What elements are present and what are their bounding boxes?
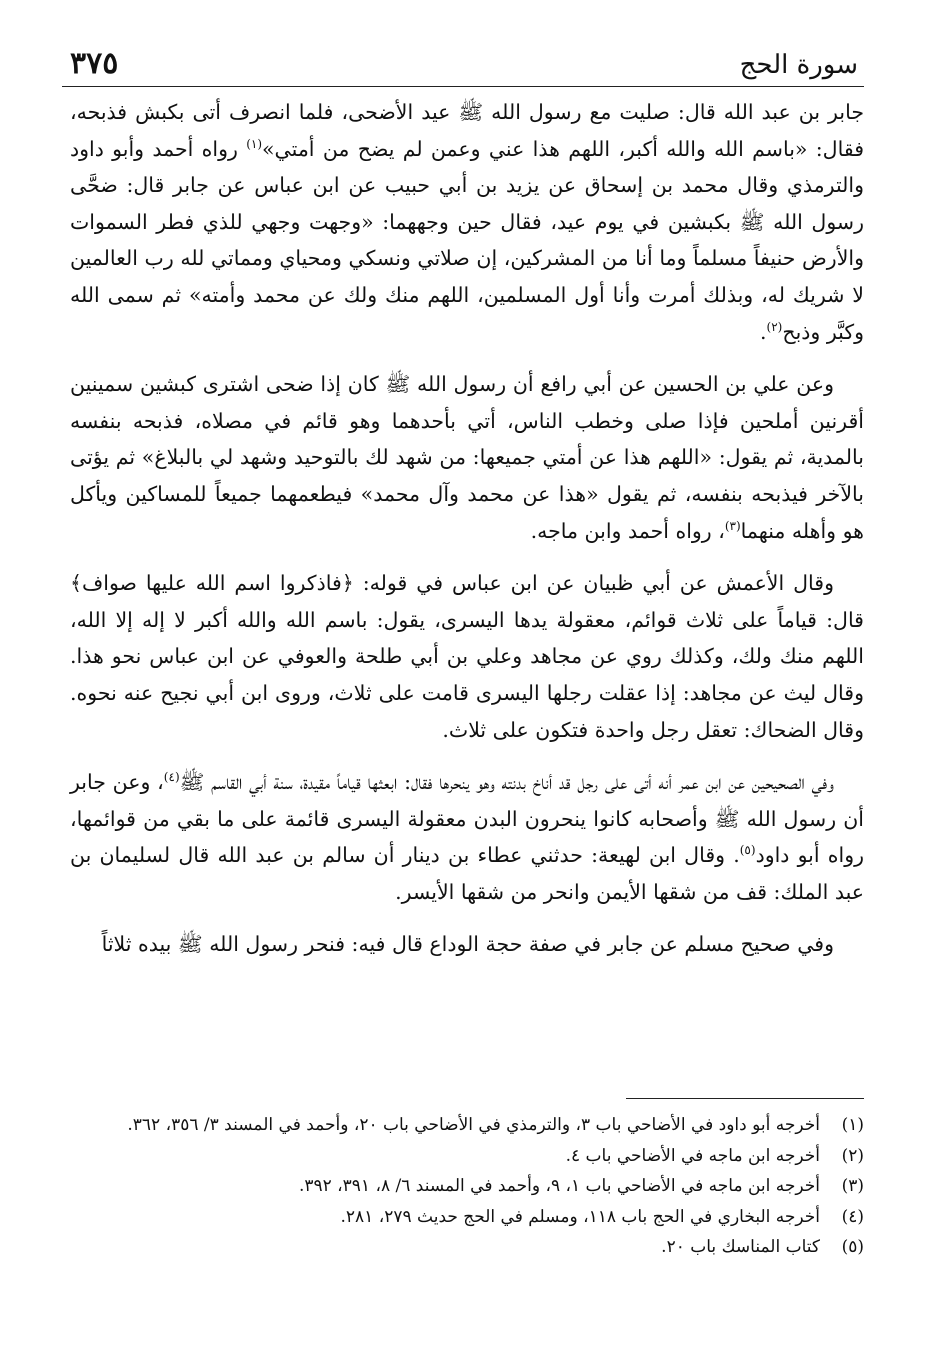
page-number: ٣٧٥: [70, 46, 119, 81]
footnote-ref: (٤): [163, 770, 180, 785]
paragraph-3: [70, 565, 864, 748]
footnote-number: (٣): [841, 1176, 864, 1196]
footnote-divider: [626, 1098, 864, 1099]
paragraph-text: ، وعن جابر أن رسول الله ﷺ وأصحابه كانوا ينحرون البدن معقولة اليسرى قائمة على ما بقي من قوائمها، رواه أبو داود: [70, 770, 865, 868]
paragraph-2: [70, 366, 864, 549]
paragraph-text: .: [760, 319, 767, 344]
footnote-item: [70, 1202, 864, 1233]
header-divider: [62, 86, 864, 87]
footnote-ref: (١): [246, 136, 263, 151]
paragraph-text: وفي الصحيحين عن ابن عمر أنه أتى على رجل قد أناخ بدنته وهو ينحرها فقال: ابعثها قياماً مقيدة، سنة أبي القاسم ﷺ: [179, 770, 834, 795]
paragraph-text: . وقال ابن لهيعة: حدثني عطاء بن دينار أن سالم بن عبد الله قال لسليمان بن عبد الملك: قف من شقها الأيمن وانحر من شقها الأيسر.: [70, 843, 864, 904]
footnote-number: (٢): [841, 1145, 864, 1166]
footnote-item: [70, 1171, 864, 1202]
footnote-ref: (٢): [766, 319, 783, 334]
footnote-text: أخرجه البخاري في الحج باب ١١٨، ومسلم في الحج حديث ٢٧٩، ٢٨١.: [340, 1206, 820, 1227]
footnotes: [70, 1110, 864, 1263]
footnote-number: (١): [841, 1115, 864, 1135]
footnote-text: كتاب المناسك باب ٢٠.: [661, 1237, 820, 1257]
footnote-text: أخرجه ابن ماجه في الأضاحي باب ١، ٩، وأحمد في المسند ٦/ ٨، ٣٩١، ٣٩٢.: [298, 1176, 820, 1196]
footnote-ref: (٣): [724, 518, 741, 533]
footnote-text: أخرجه ابن ماجه في الأضاحي باب ٤.: [565, 1145, 820, 1166]
footnote-ref: (٥): [739, 843, 756, 858]
paragraph-text: وفي صحيح مسلم عن جابر في صفة حجة الوداع قال فيه: فنحر رسول الله ﷺ بيده ثلاثاً: [101, 932, 834, 957]
page-header: [70, 44, 858, 84]
paragraph-5: [70, 926, 864, 963]
paragraph-text: ، رواه أحمد وابن ماجه.: [530, 518, 725, 543]
footnote-number: (٥): [841, 1237, 864, 1257]
running-title: سورة الحج: [739, 50, 858, 80]
footnote-item: [70, 1232, 864, 1263]
footnote-text: أخرجه أبو داود في الأضاحي باب ٣، والترمذي في الأضاحي باب ٢٠، وأحمد في المسند ٣/ ٣٥٦، ٣٦٢.: [127, 1115, 820, 1135]
paragraph-1: [70, 94, 864, 350]
footnote-item: [70, 1110, 864, 1141]
paragraph-text: وقال الأعمش عن أبي ظبيان عن ابن عباس في قوله: ﴿فاذكروا اسم الله عليها صواف﴾ قال: قياماً على ثلاث قوائم، معقولة يدها اليسرى، يقول: باسم الله والله أكبر لا إله إلا الله، اللهم منك ولك، وكذلك روي عن مجاهد وعلي بن أبي طلحة والعوفي عن ابن عباس نحو هذا. وقال ليث عن مجاهد: إذا عقلت رجلها اليسرى قامت على ثلاث، وروى ابن أبي نجيح عنه نحوه. وقال الضحاك: تعقل رجل واحدة فتكون على ثلاث.: [70, 571, 864, 742]
paragraph-4: [70, 764, 864, 910]
paragraph-text: رواه أحمد وأبو داود والترمذي وقال محمد بن إسحاق عن يزيد بن أبي حبيب عن ابن عباس عن جابر قال: ضحَّى رسول الله ﷺ بكبشين في يوم عيد، فقال حين وجههما: «وجهت وجهي للذي فطر السموات والأرض حنيفاً مسلماً وما أنا من المشركين، إن صلاتي ونسكي ومحياي ومماتي لله رب العالمين لا شريك له، وبذلك أمرت وأنا أول المسلمين، اللهم منك ولك عن محمد وأمته» ثم سمى الله وكبَّر وذبح: [70, 136, 864, 344]
main-text: [70, 94, 864, 979]
footnote-item: [70, 1141, 864, 1172]
paragraph-text: وعن علي بن الحسين عن أبي رافع أن رسول الله ﷺ كان إذا ضحى اشترى كبشين سمينين أقرنين أملحين فإذا صلى وخطب الناس، أتي بأحدهما وهو قائم في مصلاه، فذبحه بنفسه بالمدية، ثم يقول: «اللهم هذا عن أمتي جميعها: من شهد لك بالتوحيد وشهد لي بالبلاغ» ثم يؤتى بالآخر فيذبحه بنفسه، ثم يقول «هذا عن محمد وآل محمد» فيطعمهما جميعاً للمساكين ويأكل هو وأهله منهما: [70, 372, 864, 543]
footnote-number: (٤): [841, 1206, 864, 1227]
paragraph-text: جابر بن عبد الله قال: صليت مع رسول الله ﷺ عيد الأضحى، فلما انصرف أتى بكبش فذبحه، فقال: «باسم الله والله أكبر، اللهم هذا عني وعمن لم يضح من أمتي»: [70, 100, 864, 161]
